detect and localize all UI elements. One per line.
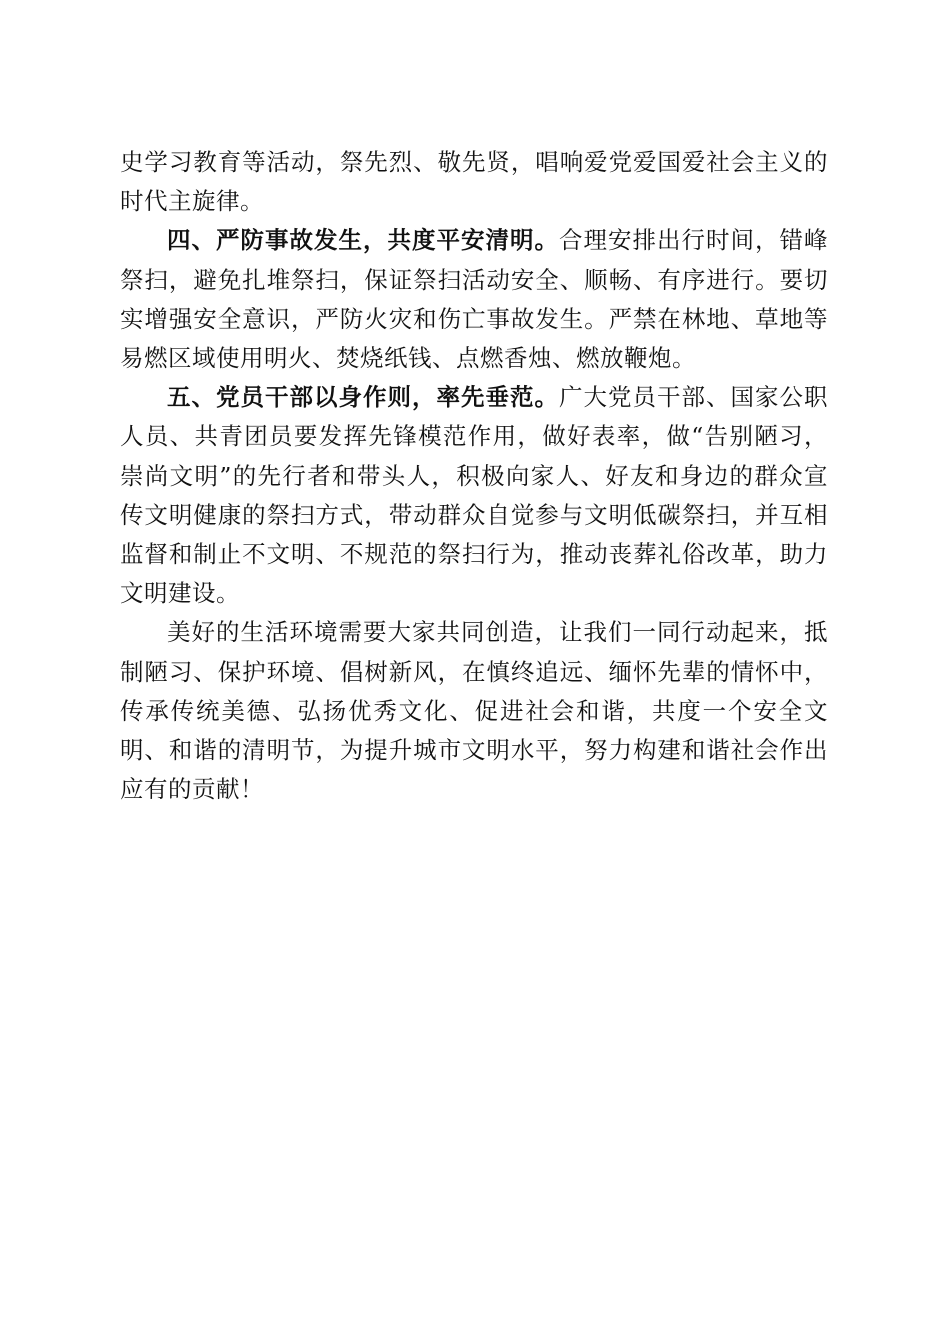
paragraph-body: 美好的生活环境需要大家共同创造，让我们一同行动起来，抵制陋习、保护环境、倡树新风，在慎终追远、缅怀先辈的情怀中，传承传统美德、弘扬优秀文化、促进社会和谐，共度一个安全文明、和谐的清明节，为提升城市文明水平，努力构建和谐社会作出应有的贡献！ <box>120 618 828 804</box>
paragraph-section-four <box>120 221 828 378</box>
paragraph-section-five <box>120 378 828 613</box>
paragraph-body: 合理安排出行时间，错峰祭扫，避免扎堆祭扫，保证祭扫活动安全、顺畅、有序进行。要切实增强安全意识，严防火灾和伤亡事故发生。严禁在林地、草地等易燃区域使用明火、焚烧纸钱、点燃香烛、燃放鞭炮。 <box>120 226 828 373</box>
paragraph-closing <box>120 613 828 809</box>
document-body <box>120 143 828 809</box>
section-heading: 五、党员干部以身作则，率先垂范。 <box>167 383 559 412</box>
paragraph-body: 广大党员干部、国家公职人员、共青团员要发挥先锋模范作用，做好表率，做“告别陋习，崇尚文明”的先行者和带头人，积极向家人、好友和身边的群众宣传文明健康的祭扫方式，带动群众自觉参与文明低碳祭扫，并互相监督和制止不文明、不规范的祭扫行为，推动丧葬礼俗改革，助力文明建设。 <box>120 383 828 608</box>
paragraph-body: 史学习教育等活动，祭先烈、敬先贤，唱响爱党爱国爱社会主义的时代主旋律。 <box>120 148 828 216</box>
paragraph-continued <box>120 143 828 221</box>
section-heading: 四、严防事故发生，共度平安清明。 <box>167 226 559 255</box>
